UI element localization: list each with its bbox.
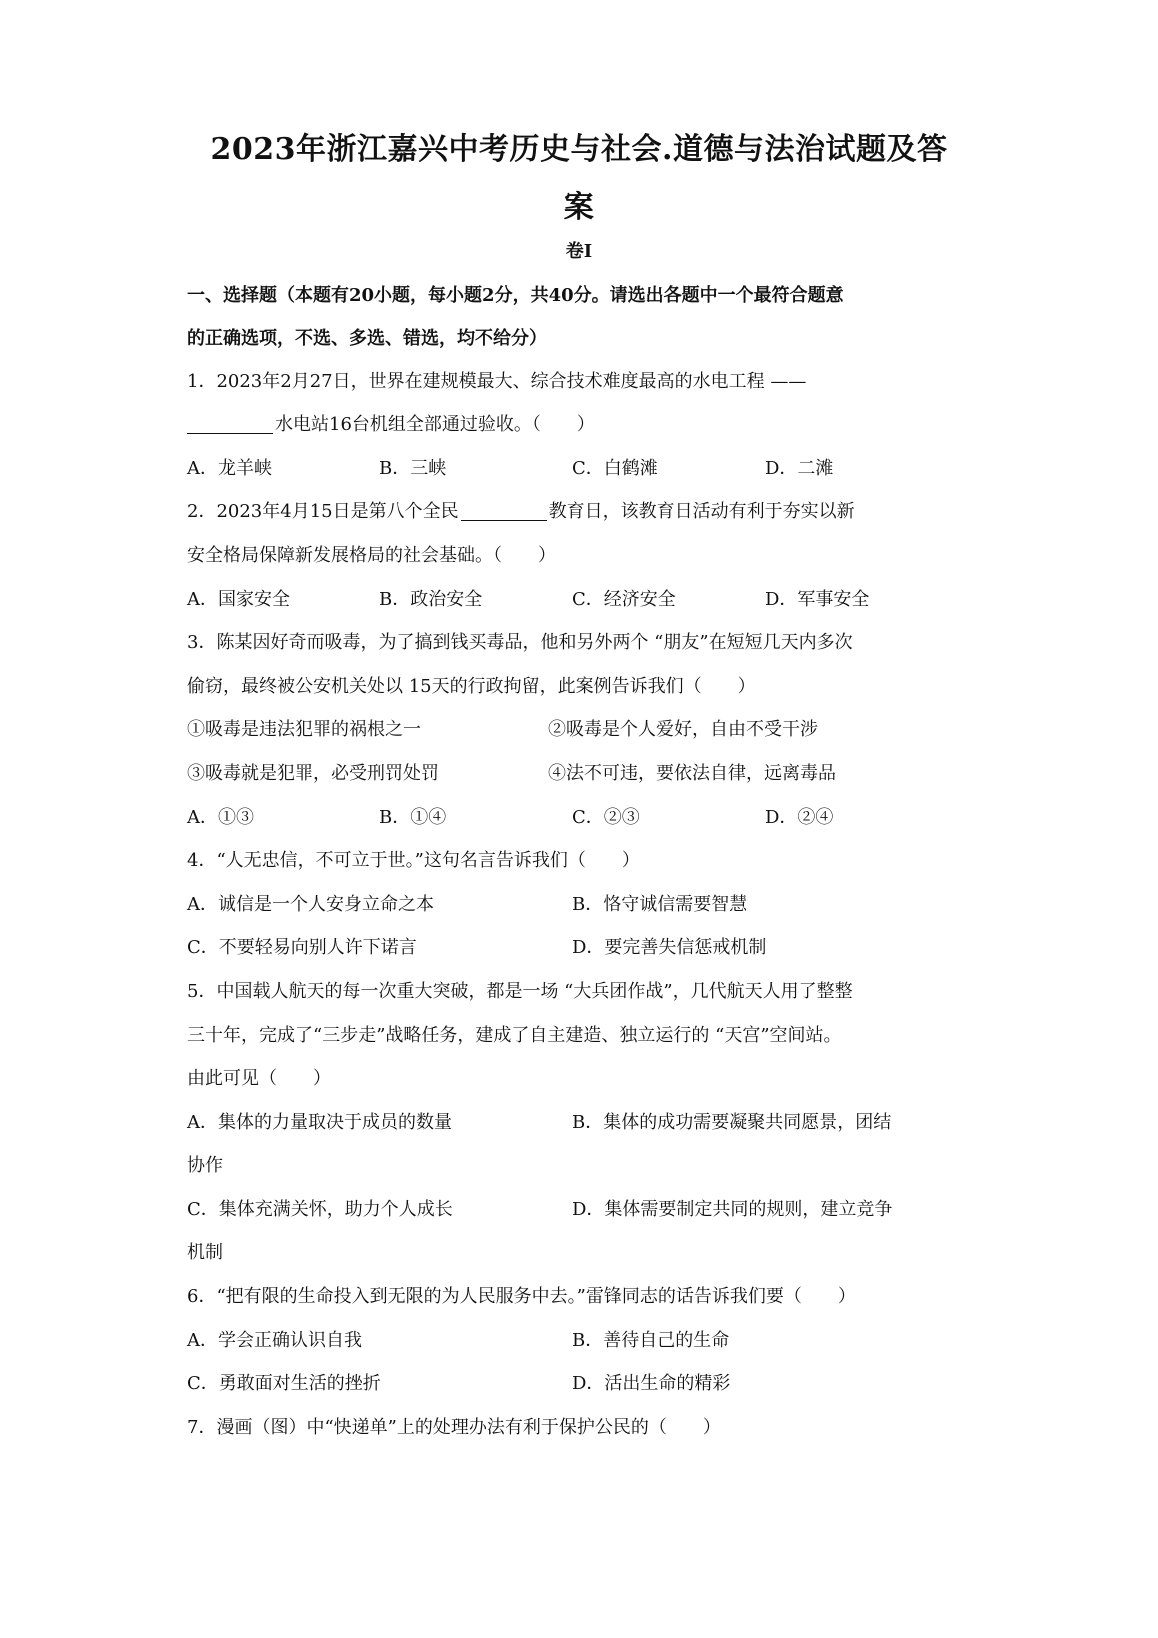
q2-stem-line2: 安全格局保障新发展格局的社会基础。（ ） (187, 545, 556, 566)
q3-option-b: B．①④ (379, 807, 447, 828)
q5-option-d-continued: 机制 (187, 1242, 223, 1263)
q1-stem-line1: 1．2023年2月27日，世界在建规模最大、综合技术难度最高的水电工程 —— (187, 371, 807, 392)
q5-option-b-continued: 协作 (187, 1155, 223, 1176)
q4-option-a: A．诚信是一个人安身立命之本 (187, 894, 434, 915)
q5-stem-line2: 三十年，完成了“三步走”战略任务，建成了自主建造、独立运行的 “天宫”空间站。 (187, 1025, 842, 1046)
q1-option-b: B．三峡 (379, 458, 447, 479)
exam-title-line2: 案 (563, 190, 595, 225)
q7-stem-line1: 7．漫画（图）中“快递单”上的处理办法有利于保护公民的（ ） (187, 1417, 721, 1438)
q2-option-b: B．政治安全 (379, 589, 483, 610)
section-heading-line2: 的正确选项，不选、多选、错选，均不给分） (187, 328, 547, 349)
answer-blank (461, 502, 547, 521)
q2-option-a: A．国家安全 (187, 589, 290, 610)
q2-stem-text-after: 教育日，该教育日活动有利于夯实以新 (548, 501, 855, 522)
q2-option-d: D．军事安全 (765, 589, 870, 610)
q3-option-a: A．①③ (187, 807, 254, 828)
q6-option-b: B．善待自己的生命 (572, 1330, 730, 1351)
q2-stem-line1 (187, 500, 855, 524)
q3-stem-line2: 偷窃，最终被公安机关处以 15天的行政拘留，此案例告诉我们（ ） (187, 676, 756, 697)
q6-option-c: C．勇敢面对生活的挫折 (187, 1373, 381, 1394)
q5-option-d: D．集体需要制定共同的规则，建立竞争 (572, 1199, 893, 1220)
q5-stem-line3: 由此可见（ ） (187, 1068, 331, 1089)
q1-option-a: A．龙羊峡 (187, 458, 272, 479)
q1-option-c: C．白鹤滩 (572, 458, 658, 479)
q4-option-c: C．不要轻易向别人许下诺言 (187, 937, 417, 958)
q3-statement-2: ②吸毒是个人爱好，自由不受干涉 (548, 719, 818, 740)
q2-stem-text-before: 2．2023年4月15日是第八个全民 (187, 501, 459, 522)
q3-option-c: C．②③ (572, 807, 640, 828)
answer-blank (187, 415, 273, 434)
q1-stem-line2 (187, 413, 595, 437)
q4-option-d: D．要完善失信惩戒机制 (572, 937, 767, 958)
q6-option-a: A．学会正确认识自我 (187, 1330, 362, 1351)
q4-stem-line1: 4．“人无忠信，不可立于世。”这句名言告诉我们（ ） (187, 850, 640, 871)
q5-stem-line1: 5．中国载人航天的每一次重大突破，都是一场 “大兵团作战”，几代航天人用了整整 (187, 981, 853, 1002)
q1-stem-text: 水电站16台机组全部通过验收。（ ） (275, 414, 595, 435)
q4-option-b: B．恪守诚信需要智慧 (572, 894, 748, 915)
q3-statement-1: ①吸毒是违法犯罪的祸根之一 (187, 719, 421, 740)
q5-option-b: B．集体的成功需要凝聚共同愿景，团结 (572, 1112, 892, 1133)
volume-label: 卷Ⅰ (565, 241, 593, 262)
section-heading-line1: 一、选择题（本题有20小题，每小题2分，共40分。请选出各题中一个最符合题意 (187, 285, 844, 306)
q3-stem-line1: 3．陈某因好奇而吸毒，为了搞到钱买毒品，他和另外两个 “朋友”在短短几天内多次 (187, 632, 853, 653)
q1-option-d: D．二滩 (765, 458, 834, 479)
exam-title-line1: 2023年浙江嘉兴中考历史与社会.道德与法治试题及答 (210, 132, 948, 167)
q3-statement-4: ④法不可违，要依法自律，远离毒品 (548, 763, 836, 784)
q3-statement-3: ③吸毒就是犯罪，必受刑罚处罚 (187, 763, 439, 784)
q2-option-c: C．经济安全 (572, 589, 676, 610)
q6-stem-line1: 6．“把有限的生命投入到无限的为人民服务中去。”雷锋同志的话告诉我们要（ ） (187, 1286, 856, 1307)
q3-option-d: D．②④ (765, 807, 834, 828)
q5-option-c: C．集体充满关怀，助力个人成长 (187, 1199, 453, 1220)
q5-option-a: A．集体的力量取决于成员的数量 (187, 1112, 452, 1133)
q6-option-d: D．活出生命的精彩 (572, 1373, 731, 1394)
